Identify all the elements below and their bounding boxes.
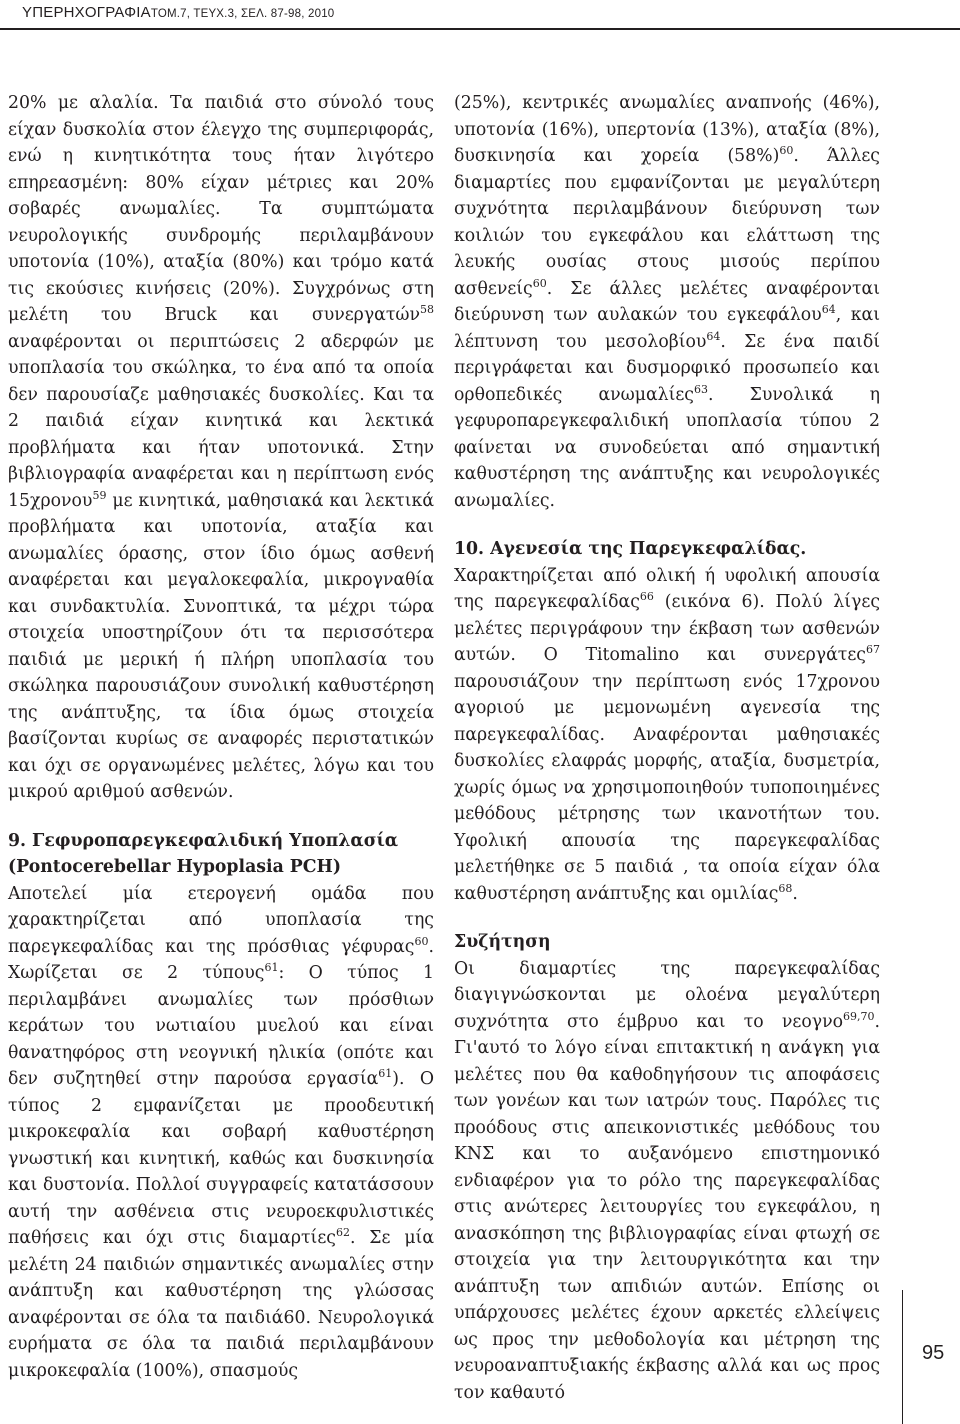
header-rule	[0, 28, 960, 30]
paragraph: Χαρακτηρίζεται από ολική ή υφολική απουσία της παρεγκεφαλίδας$^{66}$ (εικόνα 6). Πολύ λίγες μελέτες περιγράφουν την έκβαση των ασθενών αυτών. O Titomalino και συνεργάτες$^{67}$ παρουσιάζουν την περίπτωση ενός 17χρονου αγοριού με μεμονωμένη αγενεσία της παρεγκεφαλίδας. Αναφέρονται μαθησιακές δυσκολίες ελαφράς μορφής, αταξία, δυσμετρία, χωρίς όμως να χρησιμοποιηθούν τυποποιημένες μεθόδους μέτρησης των ικανοτήτων του. Υφολική απουσία της παρεγκεφαλίδας μελετήθηκε σε 5 παιδιά , τα οποία είχαν όλα καθυστέρηση ανάπτυξης και ομιλίας$^{68}$.	[454, 565, 880, 904]
citation: 61	[264, 961, 279, 975]
citation: 60	[414, 934, 429, 948]
page-number: 95	[922, 1342, 945, 1364]
citation: 66	[639, 590, 654, 604]
citation: 59	[92, 488, 107, 502]
citation: 58	[420, 303, 434, 317]
citation: 61	[378, 1067, 393, 1081]
volume-info: ΤΟΜ.7, ΤΕΥΧ.3, ΣΕΛ. 87-98, 2010	[150, 8, 335, 20]
paragraph: Οι διαμαρτίες της παρεγκεφαλίδας διαγιγνώσκονται με ολοένα μεγαλύτερη συχνότητα στο έμβρυο και το νεογνο$^{69,70}$. Γι'αυτό το λόγο είναι επιτακτική η ανάγκη για μελέτες που θα καθοδηγήσουν τις αποφάσεις των γονέων και των ιατρών τους. Παρόλες τις προόδους στις απεικονιστικές μεθόδους του ΚΝΣ και το αυξανόμενο επιστημονικό ενδιαφέρον για το ρόλο της παρεγκεφαλίδας στις ανώτερες λειτουργίες του εγκεφάλου, η ανασκόπηση της βιβλιογραφίας είναι φτωχή σε στοιχεία για την λειτουργικότητα και την ανάπτυξη των απιδιών αυτών. Επίσης οι υπάρχουσες μελέτες έχουν αρκετές ελλείψεις ως προς την μεθοδολογία και μέτρηση της νευροαναπτυξιακής έκβασης αλλά και ως προς τον καθαυτό	[454, 958, 880, 1403]
citation: 69,70	[843, 1009, 875, 1023]
section-heading-9: 9. Γεφυροπαρεγκεφαλιδική Υποπλασία	[8, 830, 399, 851]
right-column	[454, 90, 880, 1406]
citation: 63	[693, 382, 708, 396]
citation: 64	[706, 329, 721, 343]
citation: 64	[821, 303, 836, 317]
page-number-rule	[902, 1290, 903, 1424]
section-heading-discussion: Συζήτηση	[454, 932, 551, 952]
section-heading-10: 10. Αγενεσία της Παρεγκεφαλίδας.	[454, 539, 807, 559]
citation: 60	[779, 144, 794, 158]
paragraph: 20% με αλαλία. Τα παιδιά στο σύνολό τους είχαν δυσκολία στον έλεγχο της συμπεριφοράς, ενώ η κινητικότητα τους ήταν λιγότερο επηρεασμένη: 80% είχαν μέτριες και 20% σοβαρές ανωμαλίες. Τα συμπτώματα νευρολογικής συνδρομής περιλαμβάνουν υποτονία (10%), αταξία (80%) και τρόμο κατά τις εκούσιες κινήσεις (20%). Συγχρόνως στη μελέτη του Bruck και συνεργατών$^{58}$ αναφέρονται οι περιπτώσεις 2 αδερφών με υποπλασία του σκώληκα, το ένα από τα οποία δεν παρουσίαζε μαθησιακές δυσκολίες. Και τα 2 παιδιά είχαν κινητικά και λεκτικά προβλήματα και ήταν υποτονικά. Στην βιβλιογραφία αναφέρεται και η περίπτωση ενός 15χρονου$^{59}$ με κινητικά, μαθησιακά και λεκτικά προβλήματα και υποτονία, αταξία και ανωμαλίες όρασης, στον ίδιο όμως ασθενή αναφέρεται και μεγαλοκεφαλία, μικρογναθία και συνδακτυλία. Συνοπτικά, τα μέχρι τώρα στοιχεία υποστηρίζουν ότι τα περισσότερα παιδιά με μερική ή πλήρη υποπλασία του σκώληκα παρουσιάζουν συνολική καθυστέρηση της ανάπτυξης, τα ίδια όμως στοιχεία βασίζονται κυρίως σε αναφορές περιστατικών και όχι σε οργανωμένες μελέτες, λόγω και του μικρού αριθμού ασθενών.	[8, 93, 434, 802]
running-header	[22, 4, 334, 21]
citation: 68	[778, 881, 793, 895]
paragraph: Αποτελεί μία ετερογενή ομάδα που χαρακτηρίζεται από υποπλασία της παρεγκεφαλίδας και της πρόσθιας γέφυρας$^{60}$. Χωρίζεται σε 2 τύπους$^{61}$: Ο τύπος 1 περιλαμβάνει ανωμαλίες των πρόσθιων κεράτων του νωτιαίου μυελού και είναι θανατηφόρος στη νεογνική ηλικία (οπότε και δεν συζητηθεί στην παρούσα εργασία$^{61}$). Ο τύπος 2 εμφανίζεται με προοδευτική μικροκεφαλία και σοβαρή καθυστέρηση γνωστική και κινητική, καθώς και δυσκινησία και δυστονία. Πολλοί συγγραφείς κατατάσσουν αυτή την ασθένεια στις νευροεκφυλιστικές παθήσεις και όχι στις διαμαρτίες$^{62}$. Σε μία μελέτη 24 παιδιών σημαντικές ανωμαλίες στην ανάπτυξη και καθυστέρηση της γλώσσας αναφέρονται σε όλα τα παιδιά60. Νευρολογικά ευρήματα σε όλα τα παιδιά περιλαμβάνουν μικροκεφαλία (100%), σπασμούς	[8, 883, 434, 1381]
left-column	[8, 90, 434, 1384]
journal-name: ΥΠΕΡΗΧΟΓΡΑΦΙΑ	[22, 4, 151, 21]
paragraph: (25%), κεντρικές ανωμαλίες αναπνοής (46%), υποτονία (16%), υπερτονία (13%), αταξία (8%), δυσκινησία και χορεία $(58\%)^{60}$. Άλλες διαμαρτίες που εμφανίζονται με μεγαλύτερη συχνότητα περιλαμβάνουν διεύρυνση των κοιλιών του εγκεφάλου και ελάττωση της λευκής ουσίας στους μισούς περίπου ασθενείς$^{60}$. Σε άλλες μελέτες αναφέρονται διεύρυνση των αυλακών του εγκεφάλου$^{64}$, και λέπτυνση του μεσολοβίου$^{64}$. Σε ένα παιδί περιγράφεται και δυσμορφικό προσωπείο και ορθοπεδικές ανωμαλίες$^{63}$. Συνολικά η γεφυροπαρεγκεφαλιδική υποπλασία τύπου 2 φαίνεται να συνοδεύεται από σημαντική καθυστέρηση της ανάπτυξης και νευρολογικές ανωμαλίες.	[454, 93, 881, 511]
citation: 67	[866, 643, 880, 657]
citation: 60	[532, 276, 547, 290]
citation: 62	[335, 1226, 350, 1240]
section-subheading-9: (Pontocerebellar Hypoplasia PCH)	[8, 857, 342, 877]
